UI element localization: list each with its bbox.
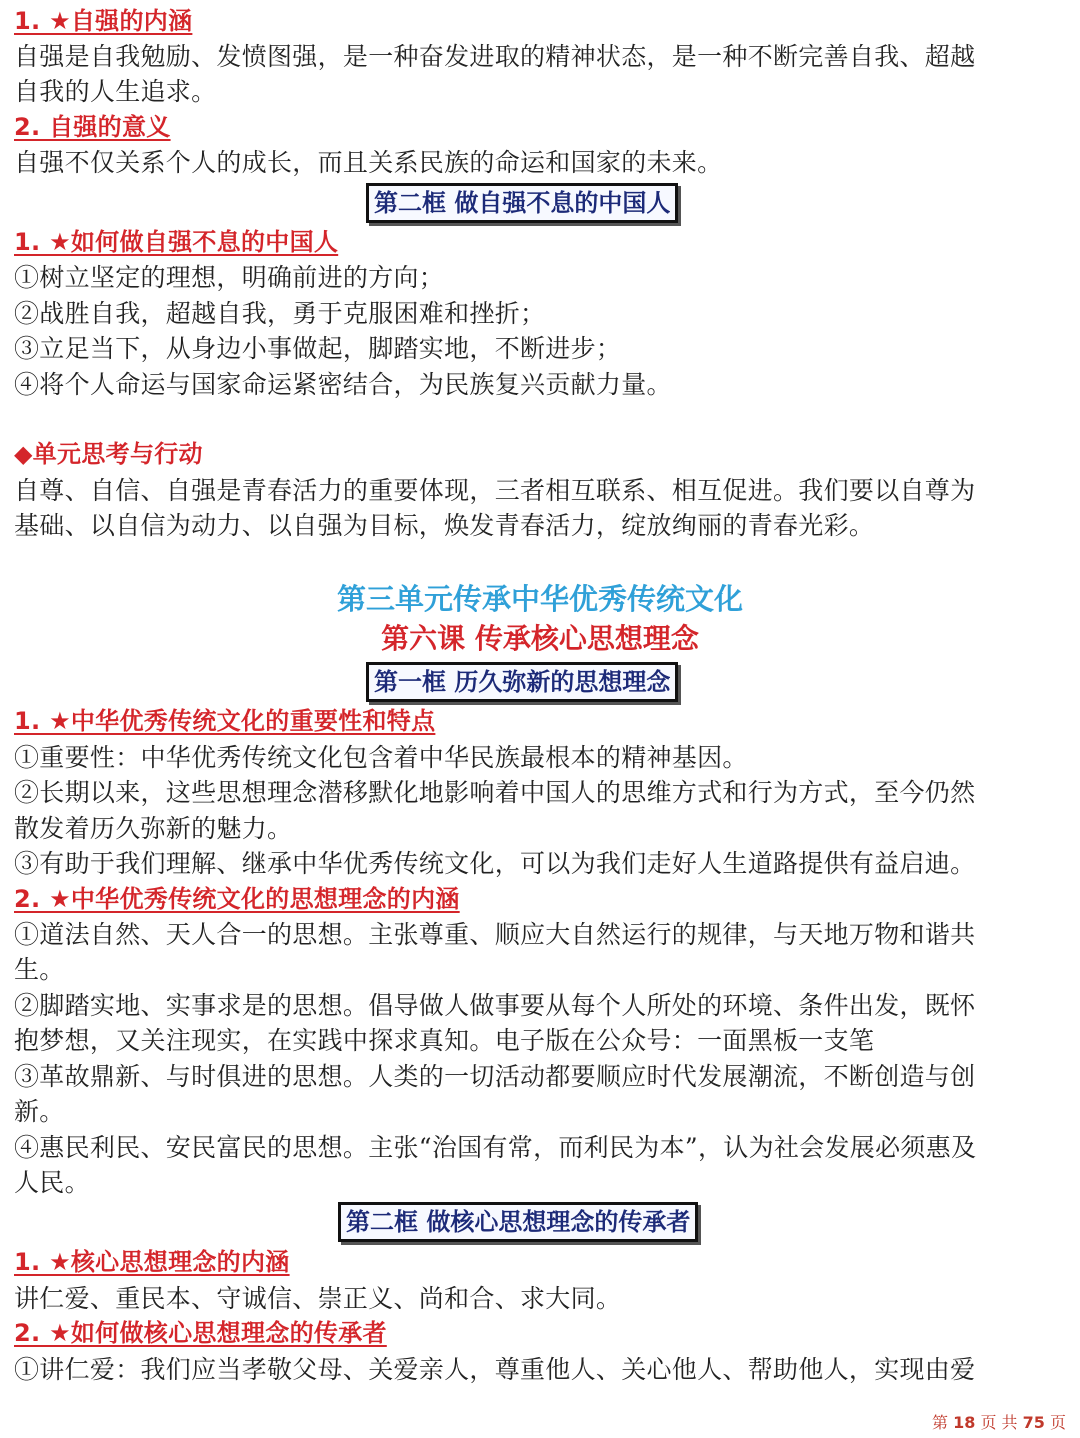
footer-text: 第 (931, 1413, 948, 1432)
unit-title: 第三单元传承中华优秀传统文化 (336, 582, 743, 616)
paragraph-line: 基础、以自信为动力、以自强为目标，焕发青春活力，绽放绚丽的青春光彩。 (14, 511, 875, 540)
paragraph-line: ③革故鼎新、与时俱进的思想。人类的一切活动都要顺应时代发展潮流，不断创造与创 (14, 1062, 976, 1091)
footer-text: 页 共 (980, 1413, 1018, 1432)
page-number-footer (932, 1410, 1066, 1433)
heading-core-ideas-connotation: 1. ★核心思想理念的内涵 (14, 1248, 290, 1276)
heading-how-to-inherit: 2. ★如何做核心思想理念的传承者 (14, 1319, 387, 1347)
paragraph-line: ①讲仁爱：我们应当孝敬父母、关爱亲人，尊重他人、关心他人、帮助他人，实现由爱 (14, 1355, 976, 1384)
total-page-number: 75 (1022, 1413, 1045, 1432)
paragraph-line: 散发着历久弥新的魅力。 (14, 814, 293, 843)
list-item: ①树立坚定的理想，明确前进的方向； (14, 263, 445, 292)
list-item: ②战胜自我，超越自我，勇于克服困难和挫折； (14, 299, 546, 328)
heading-ideas-connotation: 2. ★中华优秀传统文化的思想理念的内涵 (14, 885, 460, 913)
frame-title-box: 第二框 做核心思想理念的传承者 (338, 1202, 698, 1242)
list-item: ④将个人命运与国家命运紧密结合，为民族复兴贡献力量。 (14, 370, 672, 399)
paragraph-line: ①道法自然、天人合一的思想。主张尊重、顺应大自然运行的规律，与天地万物和谐共 (14, 920, 976, 949)
paragraph-line: ②脚踏实地、实事求是的思想。倡导做人做事要从每个人所处的环境、条件出发，既怀 (14, 991, 976, 1020)
paragraph-line: 自强不仅关系个人的成长，而且关系民族的命运和国家的未来。 (14, 148, 723, 177)
paragraph-line: 自我的人生追求。 (14, 77, 217, 106)
paragraph-line: 讲仁爱、重民本、守诚信、崇正义、尚和合、求大同。 (14, 1284, 622, 1313)
paragraph-line: 自强是自我勉励、发愤图强，是一种奋发进取的精神状态，是一种不断完善自我、超越 (14, 42, 976, 71)
heading-self-strength-significance: 2. 自强的意义 (14, 113, 171, 141)
heading-self-strength-meaning: 1. ★自强的内涵 (14, 7, 193, 35)
paragraph-line: 生。 (14, 955, 65, 984)
heading-importance-features: 1. ★中华优秀传统文化的重要性和特点 (14, 707, 436, 735)
heading-how-to-be-self-strong: 1. ★如何做自强不息的中国人 (14, 228, 339, 256)
paragraph-line: 新。 (14, 1097, 65, 1126)
paragraph-line: ④惠民利民、安民富民的思想。主张“治国有常，而利民为本”，认为社会发展必须惠及 (14, 1133, 977, 1162)
list-item: ③立足当下，从身边小事做起，脚踏实地，不断进步； (14, 334, 622, 363)
paragraph-line: ①重要性：中华优秀传统文化包含着中华民族最根本的精神基因。 (14, 743, 748, 772)
footer-text: 页 (1049, 1413, 1066, 1432)
paragraph-line: ③有助于我们理解、继承中华优秀传统文化，可以为我们走好人生道路提供有益启迪。 (14, 849, 976, 878)
paragraph-line: ②长期以来，这些思想理念潜移默化地影响着中国人的思维方式和行为方式，至今仍然 (14, 778, 976, 807)
frame-title-box: 第二框 做自强不息的中国人 (366, 183, 678, 223)
frame-title-box: 第一框 历久弥新的思想理念 (366, 662, 678, 702)
paragraph-line: 自尊、自信、自强是青春活力的重要体现，三者相互联系、相互促进。我们要以自尊为 (14, 476, 976, 505)
lesson-title: 第六课 传承核心思想理念 (381, 622, 699, 655)
paragraph-line: 抱梦想，又关注现实，在实践中探求真知。电子版在公众号：一面黑板一支笔 (14, 1026, 875, 1055)
heading-unit-reflection: ◆单元思考与行动 (14, 440, 203, 468)
current-page-number: 18 (953, 1413, 976, 1432)
paragraph-line: 人民。 (14, 1168, 90, 1197)
